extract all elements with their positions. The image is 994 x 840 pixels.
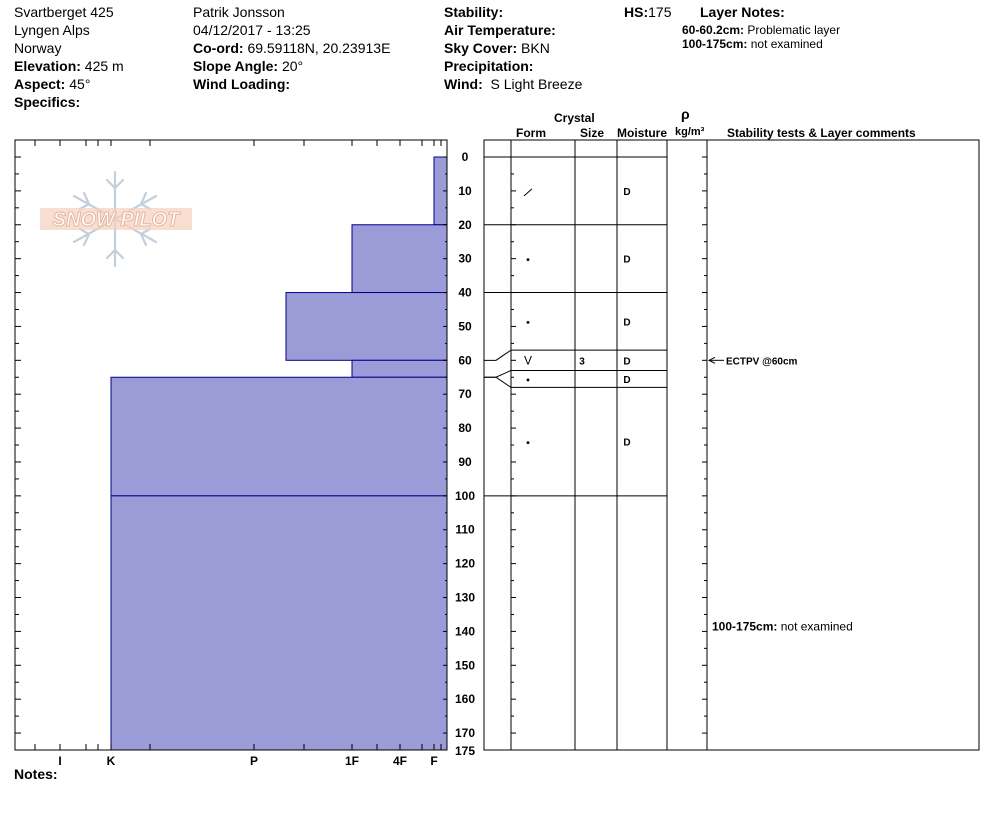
precip-label: Precipitation: xyxy=(444,58,534,74)
hardness-tick-label: P xyxy=(249,754,259,768)
depth-tick-label: 100 xyxy=(454,488,476,503)
density-unit: kg/m³ xyxy=(675,126,705,138)
depth-tick-label: 0 xyxy=(461,150,469,164)
crystal-header: Crystal xyxy=(554,111,595,125)
hs-label: HS: xyxy=(624,4,649,20)
layer-connector xyxy=(484,377,511,387)
specifics-label: Specifics: xyxy=(14,94,81,110)
aspect-label: Aspect: xyxy=(14,76,66,92)
layer-note-1-text: Problematic layer xyxy=(747,23,841,37)
hardness-tick-label: 4F xyxy=(392,754,408,768)
observer-name: Patrik Jonsson xyxy=(193,4,285,20)
air-temp-label: Air Temperature: xyxy=(444,22,556,38)
depth-tick-label: 170 xyxy=(454,726,476,741)
site-name: Svartberget 425 xyxy=(14,4,114,20)
depth-tick-label: 80 xyxy=(458,421,472,436)
stability-label: Stability: xyxy=(444,4,504,20)
elevation-label: Elevation: xyxy=(14,58,81,74)
depth-tick-label: 10 xyxy=(458,183,472,198)
size-header: Size xyxy=(580,126,605,140)
depth-tick-label: 50 xyxy=(458,319,472,334)
depth-tick-label: 30 xyxy=(458,251,472,266)
moisture-label: D xyxy=(623,356,631,368)
layer-connector xyxy=(484,370,511,377)
depth-tick-label: 40 xyxy=(458,285,472,300)
sky-label: Sky Cover: xyxy=(444,40,518,56)
hardness-tick-label: 1F xyxy=(344,754,360,768)
crystal-form-mark xyxy=(524,189,532,196)
depth-tick-label: 120 xyxy=(454,556,476,571)
depth-tick-label: 60 xyxy=(458,353,472,368)
layer-connector xyxy=(484,350,511,360)
observation-datetime: 04/12/2017 - 13:25 xyxy=(193,22,311,38)
layer-note-2-text: not examined xyxy=(750,37,823,51)
depth-tick-label: 20 xyxy=(458,217,472,232)
depth-tick-label: 90 xyxy=(458,454,472,469)
slope-value: 20° xyxy=(281,58,304,74)
snowpilot-logo xyxy=(40,172,192,266)
stability-test-label: ECTPV @60cm xyxy=(726,356,798,368)
wind-loading-label: Wind Loading: xyxy=(193,76,291,92)
hardness-tick-label: I xyxy=(58,754,62,768)
wind-value: S Light Breeze xyxy=(490,76,583,92)
depth-tick-label: 140 xyxy=(454,624,476,639)
layer-comment: 100-175cm: not examined xyxy=(712,619,853,634)
sky-value: BKN xyxy=(521,40,550,56)
moisture-header: Moisture xyxy=(617,126,668,140)
wind-label: Wind: xyxy=(444,76,483,92)
density-rho: ρ xyxy=(681,106,690,122)
depth-tick-label: 110 xyxy=(455,522,475,537)
layer-note-2-range: 100-175cm: xyxy=(682,37,748,51)
moisture-label: D xyxy=(623,374,631,386)
layer-notes-title: Layer Notes: xyxy=(700,4,785,20)
crystal-form-dot xyxy=(527,441,530,444)
form-header: Form xyxy=(516,126,546,140)
hardness-bar xyxy=(286,293,447,361)
depth-tick-label: 70 xyxy=(458,387,472,402)
slope-label: Slope Angle: xyxy=(193,58,279,74)
moisture-label: D xyxy=(623,254,631,266)
site-range: Lyngen Alps xyxy=(14,22,90,38)
crystal-form-dot xyxy=(527,258,530,261)
depth-tick-label: 175 xyxy=(454,744,476,758)
aspect-value: 45° xyxy=(69,76,91,92)
depth-tick-label: 150 xyxy=(454,658,476,673)
moisture-label: D xyxy=(623,317,631,329)
crystal-form-dot xyxy=(527,379,530,382)
notes-label: Notes: xyxy=(14,766,58,782)
site-country: Norway xyxy=(14,40,62,56)
logo-text: SNOW PILOT xyxy=(52,209,180,231)
hardness-bar xyxy=(111,377,447,496)
crystal-size-label: 3 xyxy=(579,356,585,368)
crystal-form-dot xyxy=(527,321,530,324)
coord-value: 69.59118N, 20.23913E xyxy=(247,40,391,56)
hardness-bar xyxy=(111,496,447,750)
depth-tick-label: 160 xyxy=(454,692,476,707)
depth-tick-label: 130 xyxy=(454,590,476,605)
hardness-bar xyxy=(352,225,447,293)
stability-comments-header: Stability tests & Layer comments xyxy=(727,126,916,140)
hs-value: 175 xyxy=(648,4,672,20)
hardness-bar xyxy=(352,360,447,377)
elevation-value: 425 m xyxy=(84,58,124,74)
hardness-tick-label: F xyxy=(430,754,438,768)
layer-table-frame xyxy=(484,140,979,750)
crystal-form-label: V xyxy=(523,353,533,368)
layer-note-1-range: 60-60.2cm: xyxy=(682,23,745,37)
coord-label: Co-ord: xyxy=(193,40,244,56)
moisture-label: D xyxy=(623,186,631,198)
moisture-label: D xyxy=(623,437,631,449)
hardness-tick-label: K xyxy=(106,754,116,768)
